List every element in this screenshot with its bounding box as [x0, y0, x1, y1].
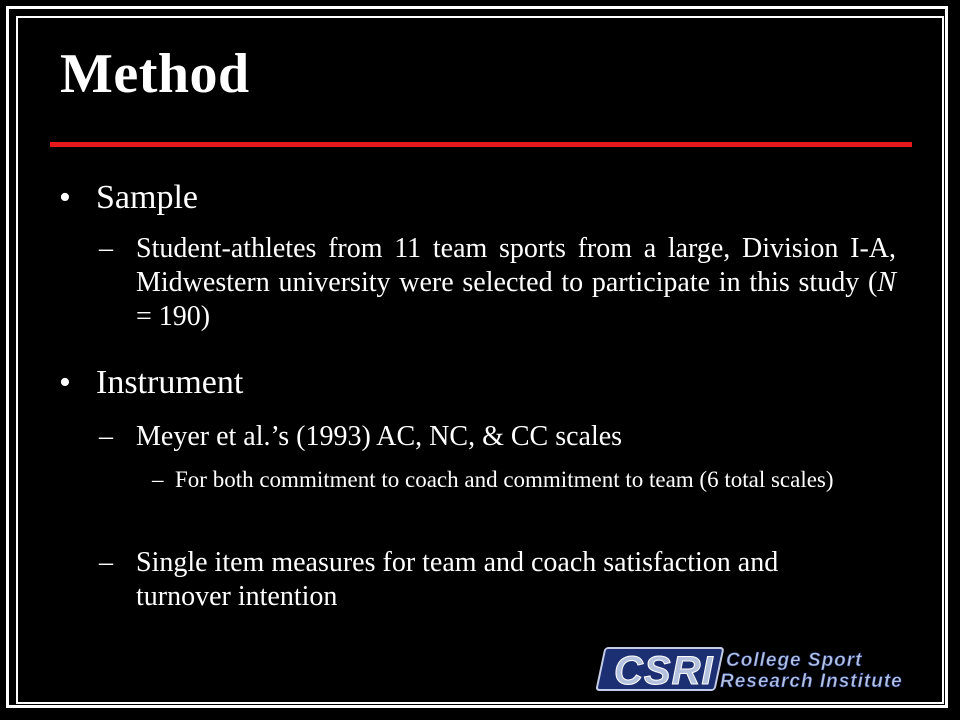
slide-title: Method — [60, 43, 250, 105]
sub-sub-bullet-commitment — [152, 466, 903, 494]
bullet-glyph: • — [59, 364, 71, 401]
commitment-text: For both commitment to coach and commitment to team (6 total scales) — [175, 467, 834, 492]
dash-glyph: – — [99, 421, 113, 452]
single-item-text: Single item measures for team and coach satisfaction and turnover intention — [136, 547, 779, 612]
title-underline — [50, 142, 912, 147]
dash-glyph: – — [99, 547, 113, 578]
sample-text-start: Student-athletes from 11 team sports from a large, Division I-A, Midwestern university were selected to participate in this study ( — [136, 233, 896, 298]
sub-bullet-sample-description — [99, 232, 896, 334]
scales-text: Meyer et al.’s (1993) AC, NC, & CC scales — [136, 421, 623, 452]
logo-line-2: Research Institute — [720, 671, 903, 692]
sample-n-symbol: N — [877, 267, 896, 298]
bullet-sample-label: Sample — [96, 179, 198, 216]
sub-bullet-single-item — [99, 546, 796, 614]
bullet-sample — [59, 179, 198, 217]
logo-line-1: College Sport — [726, 650, 863, 671]
bullet-instrument-label: Instrument — [96, 364, 244, 401]
sample-text-end: = 190) — [136, 301, 211, 332]
csri-logo — [594, 645, 926, 693]
logo-acronym: CSRI — [614, 649, 714, 693]
sub-bullet-scales — [99, 420, 896, 454]
dash-glyph: – — [99, 233, 113, 264]
bullet-glyph: • — [59, 179, 71, 216]
bullet-instrument — [59, 364, 244, 402]
dash-glyph: – — [152, 467, 164, 492]
